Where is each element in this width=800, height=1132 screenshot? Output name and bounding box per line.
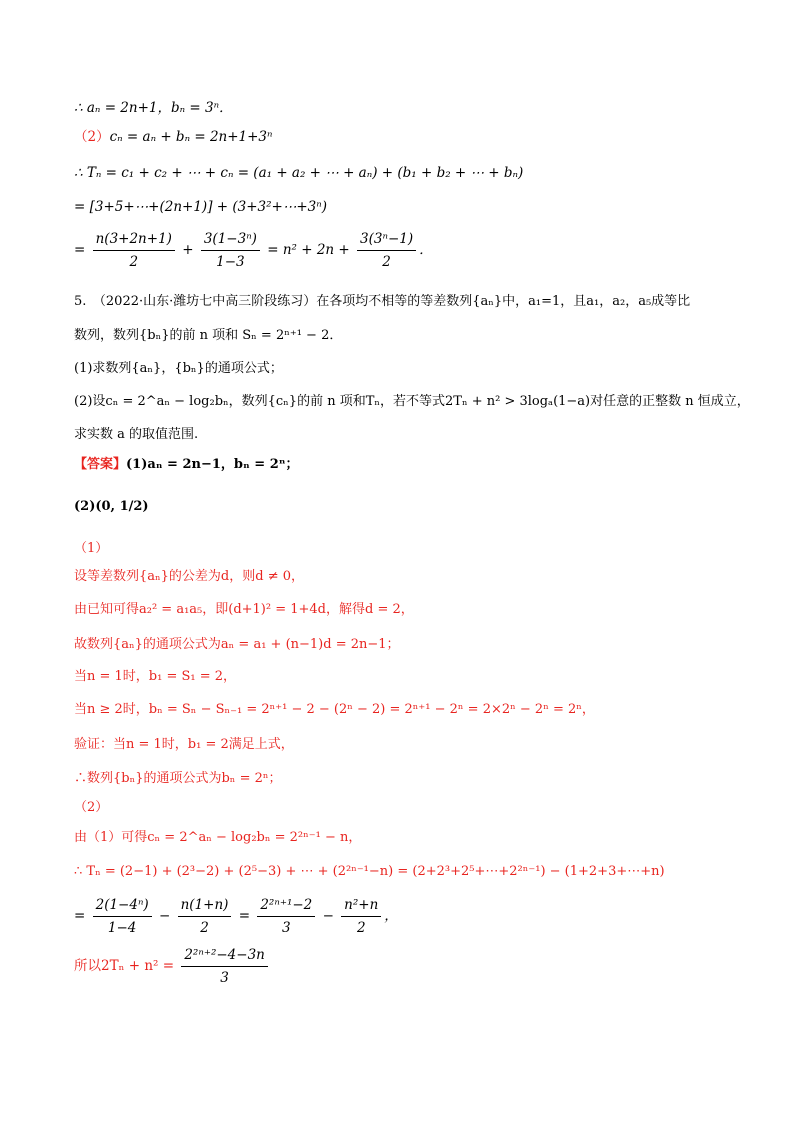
question5-line1: 5. （2022·山东·潍坊七中高三阶段练习）在各项均不相等的等差数列{aₙ}中，a₁=1，且a₁，a₂，a₅成等比: [74, 294, 691, 309]
question5-part1: (1)求数列{aₙ}，{bₙ}的通项公式；: [74, 361, 283, 376]
solution-step-6: 验证：当n = 1时，b₁ = 2满足上式，: [74, 737, 294, 752]
answer-part2: (2)(0, 1/2): [74, 499, 149, 514]
solution-step-9: ∴ Tₙ = (2−1) + (2³−2) + (2⁵−3) + ⋯ + (2²ⁿ⁻¹−n) = (2+2³+2⁵+⋯+2²ⁿ⁻¹) − (1+2+3+⋯+n): [74, 864, 665, 879]
question5-line2: 数列，数列{bₙ}的前 n 项和 Sₙ = 2ⁿ⁺¹ − 2．: [74, 328, 343, 343]
fraction-s11: $\frac{\text{2²ⁿ⁺²−4−3n}}{3}$: [181, 946, 268, 987]
answer-label: 【答案】: [74, 457, 127, 472]
solution-step-4: 当n = 1时，b₁ = S₁ = 2，: [74, 669, 237, 684]
solution-step-5: 当n ≥ 2时，bₙ = Sₙ − Sₙ₋₁ = 2ⁿ⁺¹ − 2 − (2ⁿ − 2) = 2ⁿ⁺¹ − 2ⁿ = 2×2ⁿ − 2ⁿ = 2ⁿ，: [74, 702, 595, 717]
cn-definition: cₙ = aₙ + bₙ = 2n+1+3ⁿ: [109, 129, 273, 145]
question5-part2-line2: 求实数 a 的取值范围.: [74, 427, 199, 442]
solution-part1-marker: （1）: [74, 541, 109, 556]
fraction-2: $\frac{\text{3(1−3ⁿ)}}{1-3}$: [201, 230, 260, 271]
tn-result-line: = $\frac{n(3+2n+1)}{2}$ + $\frac{\text{3(1−3ⁿ)}}{1-3}$ = n² + 2n + $\frac{\text{3(3ⁿ−1)}}{2}$ ．: [74, 231, 433, 270]
solution-step-2: 由已知可得a₂² = a₁a₅，即(d+1)² = 1+4d，解得d = 2，: [74, 602, 414, 617]
line-an-bn-result: ∴ aₙ = 2n+1，bₙ = 3ⁿ．: [74, 100, 233, 116]
solution-step-3: 故数列{aₙ}的通项公式为aₙ = a₁ + (n−1)d = 2n−1；: [74, 637, 400, 652]
solution-step-7: ∴数列{bₙ}的通项公式为bₙ = 2ⁿ；: [74, 771, 282, 786]
solution-step-8: 由（1）可得cₙ = 2^aₙ − log₂bₙ = 2²ⁿ⁻¹ − n，: [74, 830, 362, 845]
tn-sum-line: ∴ Tₙ = c₁ + c₂ + ⋯ + cₙ = (a₁ + a₂ + ⋯ + aₙ) + (b₁ + b₂ + ⋯ + bₙ): [74, 165, 524, 181]
answer-line: [74, 454, 299, 476]
tn-split-line: = [3+5+⋯+(2n+1)] + (3+3²+⋯+3ⁿ): [74, 199, 327, 215]
fraction-s10-c: $\frac{\text{2²ⁿ⁺¹−2}}{3}$: [257, 896, 315, 937]
fraction-s10-a: $\frac{\text{2(1−4ⁿ)}}{1-4}$: [93, 896, 152, 937]
fraction-3: $\frac{\text{3(3ⁿ−1)}}{2}$: [357, 230, 416, 271]
fraction-s10-d: $\frac{\text{n²+n}}{2}$: [341, 896, 381, 937]
part2-marker: （2）: [74, 129, 110, 145]
solution-step-1: 设等差数列{aₙ}的公差为d，则d ≠ 0，: [74, 569, 304, 584]
fraction-1: $\frac{n(3+2n+1)}{2}$: [93, 230, 175, 271]
solution-step-10: = $\frac{\text{2(1−4ⁿ)}}{1-4}$ − $\frac{n(1+n)}{2}$ = $\frac{\text{2²ⁿ⁺¹−2}}{3}$ − $\frac{\text{n²+n}}{2}$ ，: [74, 897, 398, 936]
fraction-s10-b: $\frac{n(1+n)}{2}$: [178, 896, 232, 937]
answer-part1: (1)aₙ = 2n−1，bₙ = 2ⁿ；: [126, 457, 299, 472]
question5-part2-line1: (2)设cₙ = 2^aₙ − log₂bₙ，数列{cₙ}的前 n 项和Tₙ，若不等式2Tₙ + n² > 3logₐ(1−a)对任意的正整数 n 恒成立，: [74, 394, 750, 409]
solution-step-11: 所以2Tₙ + n² = $\frac{\text{2²ⁿ⁺²−4−3n}}{3}$: [74, 945, 271, 987]
solution-part2-marker: （2）: [74, 800, 109, 815]
part2-line: [74, 126, 273, 148]
